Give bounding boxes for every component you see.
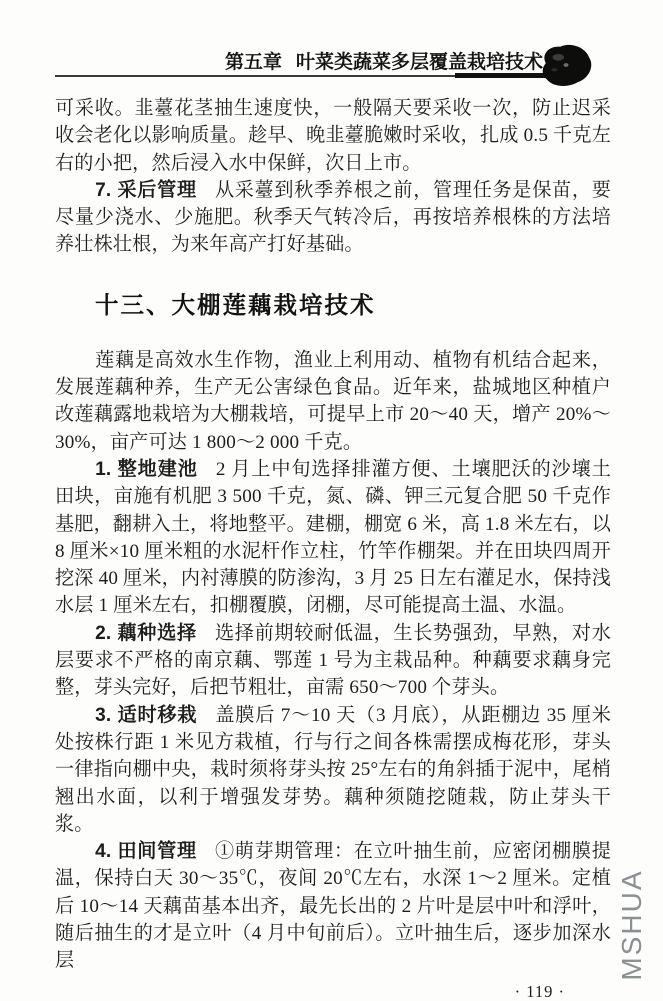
paragraph	[55, 347, 611, 456]
running-header	[0, 51, 543, 75]
page-content	[55, 95, 611, 1001]
paragraph-text: ①萌芽期管理：在立叶抽生前，应密闭棚膜提温，保持白天 30～35℃，夜间 20℃左右，水深 1～2 厘米。定植后 10～14 天藕苗基本出齐，最先长出的 2 片叶是层中叶和浮叶，随后抽生的才是立叶（4 月中旬前后）。立叶抽生后，逐步加深水层	[55, 841, 611, 972]
paragraph-text: 盖膜后 7～10 天（3 月底），从距棚边 35 厘米处按株行距 1 米见方栽植，行与行之间各株需摆成梅花形，芽头一律指向棚中央，栽时须将芽头按 25°左右的角斜插于泥中，尾梢翘出水面，以利于增强发芽势。藕种须随挖随栽，防止芽头干浆。	[55, 704, 612, 835]
paragraph-lead: 7. 采后管理	[95, 179, 197, 201]
paragraph-lead: 2. 藕种选择	[95, 622, 197, 644]
chapter-stamp-icon	[537, 41, 595, 89]
paragraph-text: 2 月上中旬选择排灌方便、土壤肥沃的沙壤土田块，亩施有机肥 3 500 千克，氮、磷、钾三元复合肥 50 千克作基肥，翻耕入土，将地整平。建棚，棚宽 6 米，高 1.8 米左右，以 8 厘米×10 厘米粗的水泥杆作立柱，竹竿作棚架。并在田块四周开挖深 40 厘米，内衬薄膜的防渗沟，3 月 25 日左右灌足水，保持浅水层 1 厘米左右，扣棚覆膜，闭棚，尽可能提高土温、水温。	[55, 458, 611, 617]
paragraph	[55, 702, 611, 838]
paragraph-lead: 3. 适时移栽	[95, 704, 198, 726]
paragraph-text: 从采薹到秋季养根之前，管理任务是保苗，要尽量少浇水、少施肥。秋季天气转冷后，再按培养根株的方法培养壮株壮根，为来年高产打好基础。	[55, 179, 611, 256]
paragraph-text: 可采收。韭薹花茎抽生速度快，一般隔天要采收一次，防止迟采收会老化以影响质量。趁早、晚韭薹脆嫩时采收，扎成 0.5 千克左右的小把，然后浸入水中保鲜，次日上市。	[55, 98, 611, 174]
paragraph	[55, 838, 611, 974]
page-number: · 119 ·	[514, 981, 565, 1001]
section-heading: 十三、大棚莲藕栽培技术	[95, 291, 376, 318]
continuation-text	[55, 95, 611, 259]
paragraph-lead: 4. 田间管理	[95, 841, 197, 863]
paragraph	[55, 95, 611, 177]
paragraph-text: 莲藕是高效水生作物，渔业上利用动、植物有机结合起来，发展莲藕种养，生产无公害绿色食品。近年来，盐城地区种植户改莲藕露地栽培为大棚栽培，可提早上市 20～40 天，增产 20%～30%，亩产可达 1 800～2 000 千克。	[55, 349, 611, 453]
paragraph-lead: 1. 整地建池	[95, 458, 198, 480]
chapter-title: 叶菜类蔬菜多层覆盖栽培技术	[295, 52, 543, 73]
paragraph	[55, 177, 611, 259]
paragraph	[55, 620, 611, 702]
paragraph-text: 选择前期较耐低温，生长势强劲，早熟，对水层要求不严格的南京藕、鄂莲 1 号为主栽品种。种藕要求藕身完整，芽头完好，后把节粗壮，亩需 650～700 个芽头。	[55, 622, 611, 699]
watermark-text: MSHUA	[616, 869, 647, 981]
chapter-label: 第五章	[224, 52, 282, 73]
header-rule-thin	[55, 75, 455, 77]
paragraph	[55, 456, 611, 620]
section-text	[55, 347, 611, 975]
